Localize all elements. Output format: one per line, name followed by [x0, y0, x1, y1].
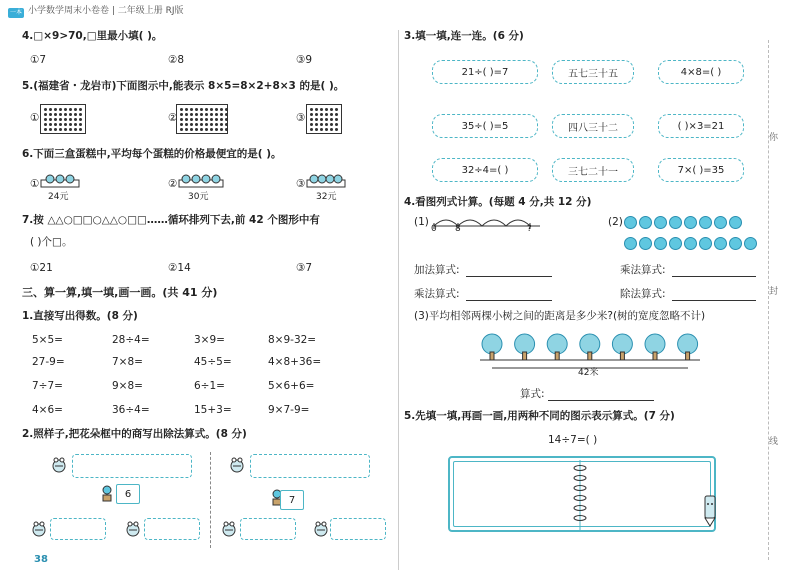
- q6-option-3[interactable]: ③: [296, 178, 306, 190]
- q4-stem: 4.□×9>70,□里最小填( )。: [22, 30, 163, 42]
- ball-icon: [699, 237, 712, 250]
- fill-card[interactable]: 21÷( )=7: [432, 60, 538, 84]
- q6-option-2[interactable]: ②: [168, 178, 178, 190]
- ball-icon: [654, 237, 667, 250]
- q5-stem: 5.(福建省・龙岩市)下面图示中,能表示 8×5=8×2+8×3 的是( )。: [22, 80, 345, 92]
- fill-card[interactable]: 4×8=( ): [658, 60, 744, 84]
- p1-label: (1): [414, 216, 429, 228]
- ball-icon: [624, 237, 637, 250]
- p3-text: (3)平均相邻两棵小树之间的距离是多少米?(树的宽度忽略不计): [414, 310, 706, 322]
- calc-cell: 36÷4=: [112, 404, 150, 416]
- ball-icon: [699, 216, 712, 229]
- bee-icon: [124, 520, 142, 538]
- calc-cell: 7÷7=: [32, 380, 63, 392]
- calc-cell: 28÷4=: [112, 334, 150, 346]
- q7-stem-2: ( )个□。: [30, 236, 73, 248]
- formula-line[interactable]: [466, 300, 552, 301]
- calc-cell: 45÷5=: [194, 356, 232, 368]
- formula-label: 乘法算式:: [620, 264, 666, 276]
- bee-icon: [228, 456, 246, 474]
- r-q5-title: 5.先填一填,再画一画,用两种不同的图示表示算式。(7 分): [404, 410, 675, 422]
- tree-icon: [547, 334, 567, 360]
- q5-dot-array-3: [306, 104, 342, 134]
- tree-icon: [678, 334, 698, 360]
- q2-quotient-box-b: 7: [280, 490, 304, 510]
- cake-price-1: 24元: [48, 192, 69, 202]
- fill-card[interactable]: 7×( )=35: [658, 158, 744, 182]
- q2-answer-box[interactable]: [240, 518, 296, 540]
- fill-card[interactable]: ( )×3=21: [658, 114, 744, 138]
- formula-line[interactable]: [466, 276, 552, 277]
- part3-title: 三、算一算,填一填,画一画。(共 41 分): [22, 286, 218, 299]
- q2-divider: [210, 452, 211, 548]
- q2-answer-box[interactable]: [72, 454, 192, 478]
- flower-pot-icon: [98, 484, 116, 502]
- formula-label: 除法算式:: [620, 288, 666, 300]
- q2-answer-box[interactable]: [330, 518, 386, 540]
- binding-line: [768, 40, 769, 560]
- calc-cell: 15+3=: [194, 404, 232, 416]
- notebook-rings: [570, 460, 590, 530]
- ball-grid: [624, 216, 764, 250]
- q4-option-2[interactable]: ②8: [168, 54, 185, 66]
- ball-icon: [639, 237, 652, 250]
- calc-cell: 8×9-32=: [268, 334, 317, 346]
- ball-icon: [669, 216, 682, 229]
- calc-cell: 7×8=: [112, 356, 143, 368]
- ball-icon: [684, 237, 697, 250]
- calc-line[interactable]: [548, 400, 654, 401]
- calc-cell: 5×6+6=: [268, 380, 315, 392]
- page-number: 38: [34, 554, 48, 565]
- center-divider: [398, 30, 399, 570]
- tree-icon: [612, 334, 632, 360]
- tick-8: 8: [455, 224, 461, 234]
- calc-cell: 6÷1=: [194, 380, 225, 392]
- tick-question: ?: [527, 224, 532, 234]
- rhyme-card[interactable]: 五七三十五: [552, 60, 634, 84]
- q5-equation: 14÷7=( ): [548, 434, 598, 446]
- formula-line[interactable]: [672, 300, 756, 301]
- formula-line[interactable]: [672, 276, 756, 277]
- q5-option-1[interactable]: ①: [30, 112, 40, 124]
- q2-answer-box[interactable]: [50, 518, 106, 540]
- cake-price-2: 30元: [188, 192, 209, 202]
- cake-box-2: [178, 174, 224, 188]
- q2-answer-box[interactable]: [144, 518, 200, 540]
- q2-quotient-box-a: 6: [116, 484, 140, 504]
- side-mark: 你: [768, 133, 778, 143]
- q6-option-1[interactable]: ①: [30, 178, 40, 190]
- cake-box-3: [306, 174, 346, 188]
- bee-icon: [312, 520, 330, 538]
- pencil-mascot-icon: [700, 494, 720, 528]
- calc-cell: 4×6=: [32, 404, 63, 416]
- q6-stem: 6.下面三盒蛋糕中,平均每个蛋糕的价格最便宜的是( )。: [22, 148, 282, 160]
- bee-icon: [220, 520, 238, 538]
- tick-0: 0: [431, 224, 437, 234]
- p2-label: (2): [608, 216, 623, 228]
- ball-icon: [654, 216, 667, 229]
- q4-option-1[interactable]: ①7: [30, 54, 47, 66]
- q5-option-3[interactable]: ③: [296, 112, 306, 124]
- side-mark: 线: [768, 437, 778, 447]
- q7-option-2[interactable]: ②14: [168, 262, 191, 274]
- header-badge: 一本: [9, 9, 22, 16]
- q1-title: 1.直接写出得数。(8 分): [22, 310, 138, 322]
- fill-card[interactable]: 32÷4=( ): [432, 158, 538, 182]
- q7-stem: 7.按 △△○□□○△△○□□……循环排列下去,前 42 个图形中有: [22, 214, 320, 226]
- calc-cell: 5×5=: [32, 334, 63, 346]
- q2-answer-box[interactable]: [250, 454, 370, 478]
- ball-icon: [639, 216, 652, 229]
- fill-card[interactable]: 35÷( )=5: [432, 114, 538, 138]
- header-title: 小学数学周末小卷卷 | 二年级上册 RJ版: [28, 6, 184, 16]
- rhyme-card[interactable]: 四八三十二: [552, 114, 634, 138]
- calc-cell: 9×7-9=: [268, 404, 310, 416]
- ball-icon: [729, 237, 742, 250]
- side-mark: 封: [768, 287, 778, 297]
- q2-title: 2.照样子,把花朵框中的商写出除法算式。(8 分): [22, 428, 247, 440]
- distance-label: 42米: [578, 368, 599, 378]
- formula-label: 乘法算式:: [414, 288, 460, 300]
- calc-cell: 3×9=: [194, 334, 225, 346]
- q4-option-3[interactable]: ③9: [296, 54, 313, 66]
- rhyme-card[interactable]: 三七二十一: [552, 158, 634, 182]
- bee-icon: [30, 520, 48, 538]
- cake-box-1: [40, 174, 80, 188]
- ball-icon: [714, 237, 727, 250]
- ball-icon: [744, 237, 757, 250]
- calc-label: 算式:: [520, 388, 545, 400]
- calc-cell: 4×8+36=: [268, 356, 322, 368]
- q5-dot-array-1: [40, 104, 86, 134]
- q7-option-1[interactable]: ①21: [30, 262, 53, 274]
- tree-icon: [580, 334, 600, 360]
- ball-icon: [729, 216, 742, 229]
- formula-label: 加法算式:: [414, 264, 460, 276]
- q5-option-2[interactable]: ②: [168, 112, 178, 124]
- tree-icon: [645, 334, 665, 360]
- tree-icon: [515, 334, 535, 360]
- calc-cell: 9×8=: [112, 380, 143, 392]
- calc-cell: 27-9=: [32, 356, 65, 368]
- ball-icon: [624, 216, 637, 229]
- ball-icon: [684, 216, 697, 229]
- q5-dot-array-2: [176, 104, 228, 134]
- ball-icon: [714, 216, 727, 229]
- cake-price-3: 32元: [316, 192, 337, 202]
- ball-icon: [669, 237, 682, 250]
- bee-icon: [50, 456, 68, 474]
- q7-option-3[interactable]: ③7: [296, 262, 313, 274]
- r-q4-title: 4.看图列式计算。(每题 4 分,共 12 分): [404, 196, 592, 208]
- r-q3-title: 3.填一填,连一连。(6 分): [404, 30, 524, 42]
- tree-icon: [482, 334, 502, 360]
